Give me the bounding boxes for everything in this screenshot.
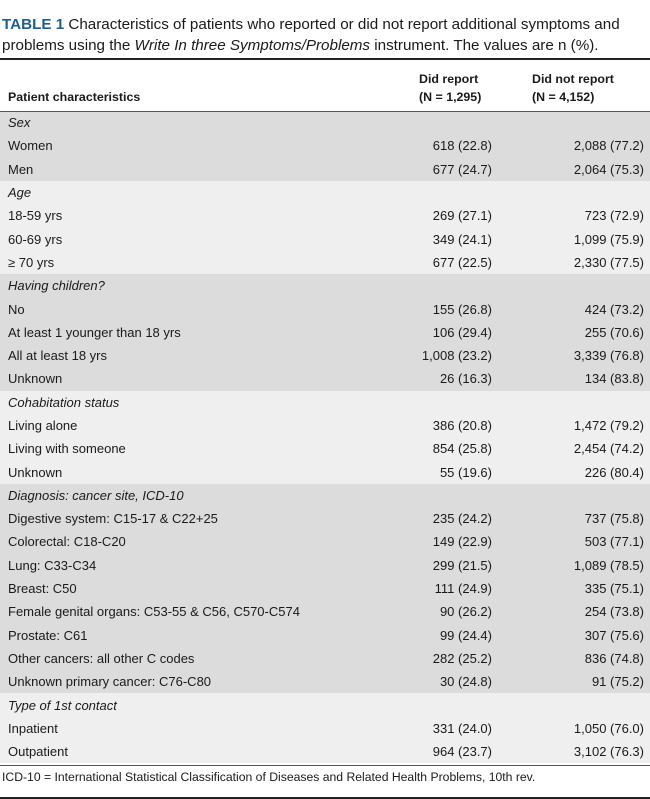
column-header-characteristics: Patient characteristics bbox=[0, 59, 354, 111]
did-not-report-value: 335 (75.1) bbox=[584, 581, 644, 597]
did-not-report-value: 424 (73.2) bbox=[584, 301, 644, 317]
row-label: Unknown bbox=[8, 371, 63, 387]
caption-text-after: instrument. The values are n (%). bbox=[370, 37, 599, 54]
did-report-value: 618 (22.8) bbox=[432, 138, 492, 154]
did-report-n: (N = 1,295) bbox=[419, 89, 482, 104]
did-not-report-value: 2,064 (75.3) bbox=[573, 161, 644, 177]
row-label: Outpatient bbox=[8, 744, 68, 760]
section-header-row bbox=[0, 693, 650, 716]
did-report-value: 111 (24.9) bbox=[434, 581, 492, 597]
row-label: All at least 18 yrs bbox=[8, 348, 107, 364]
table-footnote: ICD-10 = International Statistical Classification of Diseases and Related Health Problems, 10th rev. bbox=[0, 765, 650, 799]
did-not-report-n: (N = 4,152) bbox=[532, 89, 595, 104]
table-row bbox=[0, 624, 650, 647]
table-row bbox=[0, 344, 650, 367]
column-header-did-not-report bbox=[498, 59, 650, 111]
did-not-report-value: 2,454 (74.2) bbox=[573, 441, 644, 457]
did-not-report-value: 254 (73.8) bbox=[584, 604, 644, 620]
did-not-report-value: 1,099 (75.9) bbox=[573, 231, 644, 247]
did-report-value: 386 (20.8) bbox=[432, 418, 492, 433]
row-label: Lung: C33-C34 bbox=[8, 557, 97, 573]
section-title: Age bbox=[8, 185, 32, 201]
did-report-value: 155 (26.8) bbox=[432, 301, 492, 317]
table-row bbox=[0, 740, 650, 763]
row-label: Women bbox=[8, 138, 53, 154]
row-label: Female genital organs: C53-55 & C56, C570-C574 bbox=[8, 604, 300, 620]
row-label: Living with someone bbox=[8, 441, 126, 457]
characteristics-table bbox=[0, 58, 650, 763]
table-row bbox=[0, 530, 650, 553]
table-row bbox=[0, 367, 650, 390]
did-not-report-value: 737 (75.8) bbox=[584, 511, 644, 527]
did-report-value: 55 (19.6) bbox=[439, 464, 492, 480]
row-label: Breast: C50 bbox=[8, 581, 77, 597]
did-not-report-value: 1,050 (76.0) bbox=[573, 720, 644, 736]
did-report-value: 854 (25.8) bbox=[432, 441, 492, 457]
did-not-report-value: 3,102 (76.3) bbox=[573, 744, 644, 760]
did-not-report-value: 134 (83.8) bbox=[584, 371, 644, 387]
row-label: Digestive system: C15-17 & C22+25 bbox=[8, 511, 218, 527]
table-row bbox=[0, 158, 650, 181]
section-header-row bbox=[0, 111, 650, 134]
did-report-value: 299 (21.5) bbox=[432, 557, 492, 573]
did-report-value: 26 (16.3) bbox=[439, 371, 492, 387]
row-label: No bbox=[8, 301, 25, 317]
table-row bbox=[0, 670, 650, 693]
did-not-report-value: 255 (70.6) bbox=[584, 324, 644, 340]
did-report-value: 1,008 (23.2) bbox=[421, 348, 492, 364]
table-row bbox=[0, 321, 650, 344]
did-not-report-value: 91 (75.2) bbox=[591, 674, 644, 690]
did-report-value: 90 (26.2) bbox=[439, 604, 492, 620]
row-label: Prostate: C61 bbox=[8, 627, 88, 643]
section-title: Sex bbox=[8, 115, 31, 131]
table-row bbox=[0, 647, 650, 670]
section-title: Type of 1st contact bbox=[8, 697, 117, 713]
row-label: ≥ 70 yrs bbox=[8, 254, 55, 270]
row-label: Living alone bbox=[8, 418, 78, 433]
did-not-report-value: 836 (74.8) bbox=[584, 650, 644, 666]
table-row bbox=[0, 460, 650, 483]
section-title: Having children? bbox=[8, 278, 105, 294]
table-row bbox=[0, 554, 650, 577]
row-label: Men bbox=[8, 161, 34, 177]
section-title: Diagnosis: cancer site, ICD-10 bbox=[8, 487, 184, 503]
did-report-label: Did report bbox=[419, 71, 479, 86]
did-not-report-value: 2,330 (77.5) bbox=[573, 254, 644, 270]
did-report-value: 677 (24.7) bbox=[432, 161, 492, 177]
table-row bbox=[0, 437, 650, 460]
table-row bbox=[0, 134, 650, 157]
row-label: 60-69 yrs bbox=[8, 231, 63, 247]
did-report-value: 235 (24.2) bbox=[432, 511, 492, 527]
did-report-value: 30 (24.8) bbox=[439, 674, 492, 690]
row-label: Unknown bbox=[8, 464, 63, 480]
row-label: Colorectal: C18-C20 bbox=[8, 534, 126, 550]
caption-text-before: Characteristics of patients who reported or did not report additional symptoms and problems using the bbox=[2, 16, 620, 54]
did-report-value: 331 (24.0) bbox=[432, 720, 492, 736]
did-not-report-value: 1,472 (79.2) bbox=[573, 418, 644, 433]
did-report-value: 349 (24.1) bbox=[432, 231, 492, 247]
row-label: Other cancers: all other C codes bbox=[8, 650, 195, 666]
section-header-row bbox=[0, 274, 650, 297]
did-not-report-value: 2,088 (77.2) bbox=[573, 138, 644, 154]
did-not-report-label: Did not report bbox=[532, 71, 614, 86]
table-row bbox=[0, 600, 650, 623]
caption-instrument-name: Write In three Symptoms/Problems bbox=[134, 37, 371, 54]
table-row bbox=[0, 227, 650, 250]
did-not-report-value: 1,089 (78.5) bbox=[573, 557, 644, 573]
table-row bbox=[0, 251, 650, 274]
table-row bbox=[0, 414, 650, 437]
did-not-report-value: 307 (75.6) bbox=[584, 627, 644, 643]
table-body bbox=[0, 111, 650, 763]
did-report-value: 99 (24.4) bbox=[439, 627, 492, 643]
did-report-value: 269 (27.1) bbox=[432, 208, 492, 224]
table-header-row bbox=[0, 59, 650, 111]
row-label: At least 1 younger than 18 yrs bbox=[8, 324, 181, 340]
did-report-value: 677 (22.5) bbox=[432, 254, 492, 270]
table-row bbox=[0, 507, 650, 530]
did-report-value: 106 (29.4) bbox=[432, 324, 492, 340]
row-label: Inpatient bbox=[8, 720, 58, 736]
did-not-report-value: 503 (77.1) bbox=[584, 534, 644, 550]
table-row bbox=[0, 297, 650, 320]
column-header-did-report bbox=[354, 59, 498, 111]
did-report-value: 282 (25.2) bbox=[432, 650, 492, 666]
section-header-row bbox=[0, 181, 650, 204]
row-label: Unknown primary cancer: C76-C80 bbox=[8, 674, 212, 690]
did-report-value: 964 (23.7) bbox=[432, 744, 492, 760]
table-row bbox=[0, 204, 650, 227]
row-label: 18-59 yrs bbox=[8, 208, 63, 224]
table-caption bbox=[0, 0, 650, 58]
section-header-row bbox=[0, 391, 650, 414]
did-not-report-value: 226 (80.4) bbox=[584, 464, 644, 480]
table-row bbox=[0, 717, 650, 740]
did-report-value: 149 (22.9) bbox=[432, 534, 492, 550]
table-label: TABLE 1 bbox=[2, 16, 65, 33]
did-not-report-value: 3,339 (76.8) bbox=[573, 348, 644, 364]
section-title: Cohabitation status bbox=[8, 394, 120, 410]
table-row bbox=[0, 577, 650, 600]
section-header-row bbox=[0, 484, 650, 507]
did-not-report-value: 723 (72.9) bbox=[584, 208, 644, 224]
